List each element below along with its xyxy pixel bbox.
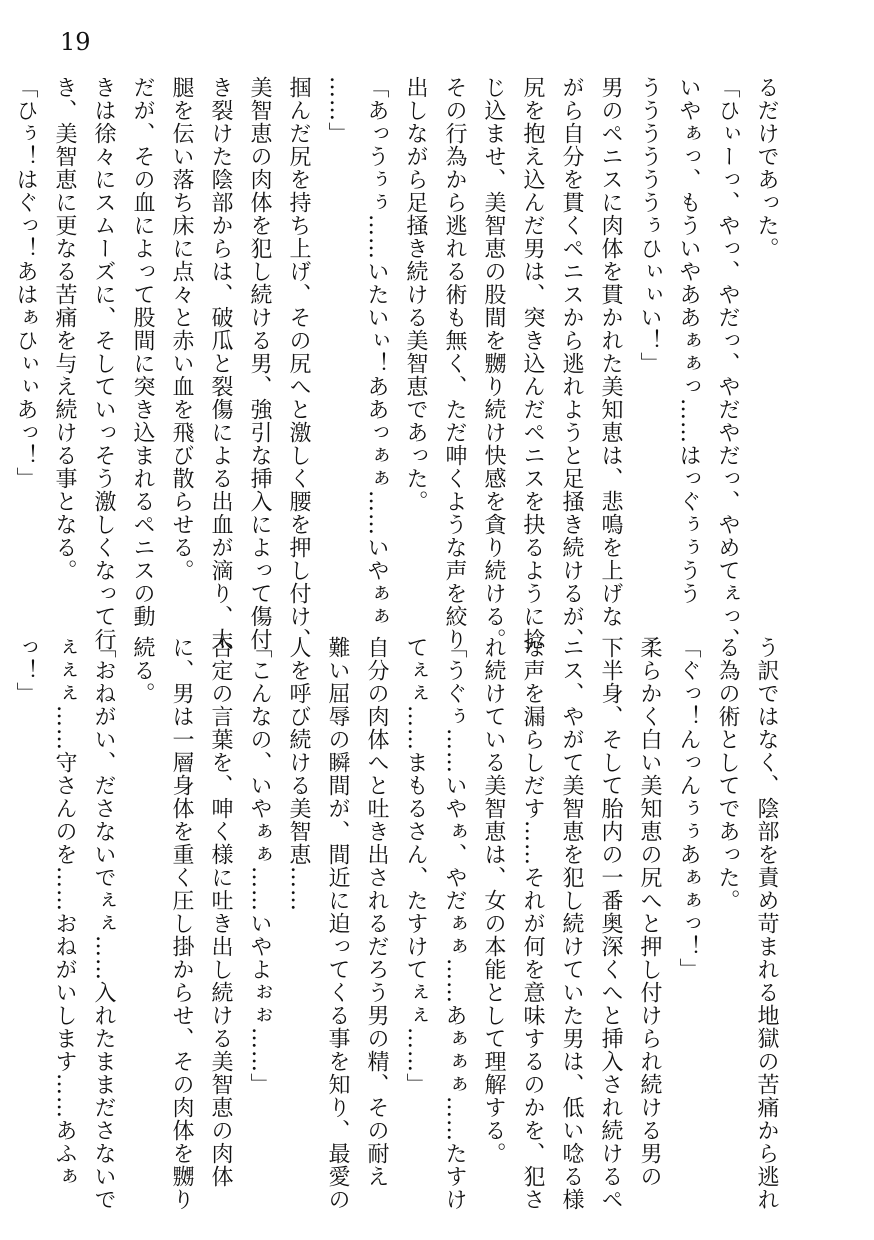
text-line: その行為から逃れる術も無く、ただ呻くような声を絞り bbox=[442, 76, 467, 651]
text-line: いやぁっ、もういやああぁぁっ……はっぐぅぅうう bbox=[676, 76, 701, 605]
text-line: だが、その血によって股間に突き込まれるペニスの動 bbox=[130, 76, 155, 628]
text-line: 下半身、そして胎内の一番奥深くへと挿入され続けるペ bbox=[598, 636, 623, 1211]
text-line: 「おねがい、ださないでぇぇ……入れたままださないで bbox=[91, 636, 116, 1211]
text-line: きは徐々にスムーズに、そしていっそう激しくなって行 bbox=[91, 76, 116, 651]
text-line: き裂けた陰部からは、破瓜と裂傷による出血が滴り、太 bbox=[208, 76, 233, 651]
text-line: 「うぐぅ……いやぁ、やだぁぁ……あぁぁぁ……たすけ bbox=[442, 636, 467, 1211]
page-number: 19 bbox=[60, 28, 91, 56]
text-line: 「ぐっ！んっんぅぅあぁぁっ！」 bbox=[676, 636, 701, 981]
text-line: じ込ませ、美智恵の股間を嬲り続け快感を貪り続ける。 bbox=[481, 76, 506, 651]
text-line: 難い屈辱の瞬間が、間近に迫ってくる事を知り、最愛の bbox=[325, 636, 350, 1211]
text-block-upper bbox=[13, 76, 786, 651]
text-line: 掴んだ尻を持ち上げ、その尻へと激しく腰を押し付け、 bbox=[286, 76, 311, 651]
text-line: ぇぇぇ……守さんのを……おねがいします……あふぁ bbox=[52, 636, 77, 1188]
text-block-lower bbox=[13, 636, 786, 1211]
text-line: れ続けている美智恵は、女の本能として理解する。 bbox=[481, 636, 506, 1165]
text-line: 否定の言葉を、呻く様に吐き出し続ける美智恵の肉体 bbox=[208, 636, 233, 1188]
text-line: てぇぇ……まもるさん、たすけてぇぇ……」 bbox=[403, 636, 428, 1096]
text-line: 男のペニスに肉体を貫かれた美知恵は、悲鳴を上げな bbox=[598, 76, 623, 628]
text-line: き、美智恵に更なる苦痛を与え続ける事となる。 bbox=[52, 76, 77, 582]
text-line: 「ひぃーっ、やっ、やだっ、やだやだっ、やめてぇっ、 bbox=[715, 76, 740, 651]
text-line: 出しながら足掻き続ける美智恵であった。 bbox=[403, 76, 428, 513]
text-line: に、男は一層身体を重く圧し掛からせ、その肉体を嬲り bbox=[169, 636, 194, 1211]
text-line: 尻を抱え込んだ男は、突き込んだペニスを抉るように捻 bbox=[520, 76, 545, 651]
text-line: 柔らかく白い美知恵の尻へと押し付けられ続ける男の bbox=[637, 636, 662, 1188]
text-line: ううううううぅひぃぃい！」 bbox=[637, 76, 662, 375]
text-line: っ！」 bbox=[13, 636, 38, 705]
text-line: がら自分を貫くペニスから逃れようと足掻き続けるが、 bbox=[559, 76, 584, 651]
text-line: 「あっうぅぅ……いたいぃ！ああっぁぁ……いやぁぁ bbox=[364, 76, 389, 628]
text-line: な声を漏らしだす……それが何を意味するのかを、犯さ bbox=[520, 636, 545, 1211]
text-line: ……」 bbox=[325, 76, 350, 145]
text-line: 腿を伝い落ち床に点々と赤い血を飛び散らせる。 bbox=[169, 76, 194, 582]
text-line: るだけであった。 bbox=[754, 76, 779, 260]
text-line: 人を呼び続ける美智恵…… bbox=[286, 636, 311, 912]
text-line: う訳ではなく、陰部を責め苛まれる地獄の苦痛から逃れ bbox=[754, 636, 779, 1211]
text-line: 「ひぅ！はぐっ！あはぁひぃぃあっ！」 bbox=[13, 76, 38, 490]
text-line: る為の術としてであった。 bbox=[715, 636, 740, 912]
text-line: 自分の肉体へと吐き出されるだろう男の精、その耐え bbox=[364, 636, 389, 1188]
text-line bbox=[0, 636, 6, 1146]
text-line: 「こんなの、いやぁぁ……いやよぉぉ……」 bbox=[247, 636, 272, 1096]
text-line: ニス、やがて美智恵を犯し続けていた男は、低い唸る様 bbox=[559, 636, 584, 1211]
text-line bbox=[0, 76, 6, 596]
text-line: 続る。 bbox=[130, 636, 155, 705]
text-line: 美智恵の肉体を犯し続ける男、強引な挿入によって傷付 bbox=[247, 76, 272, 651]
